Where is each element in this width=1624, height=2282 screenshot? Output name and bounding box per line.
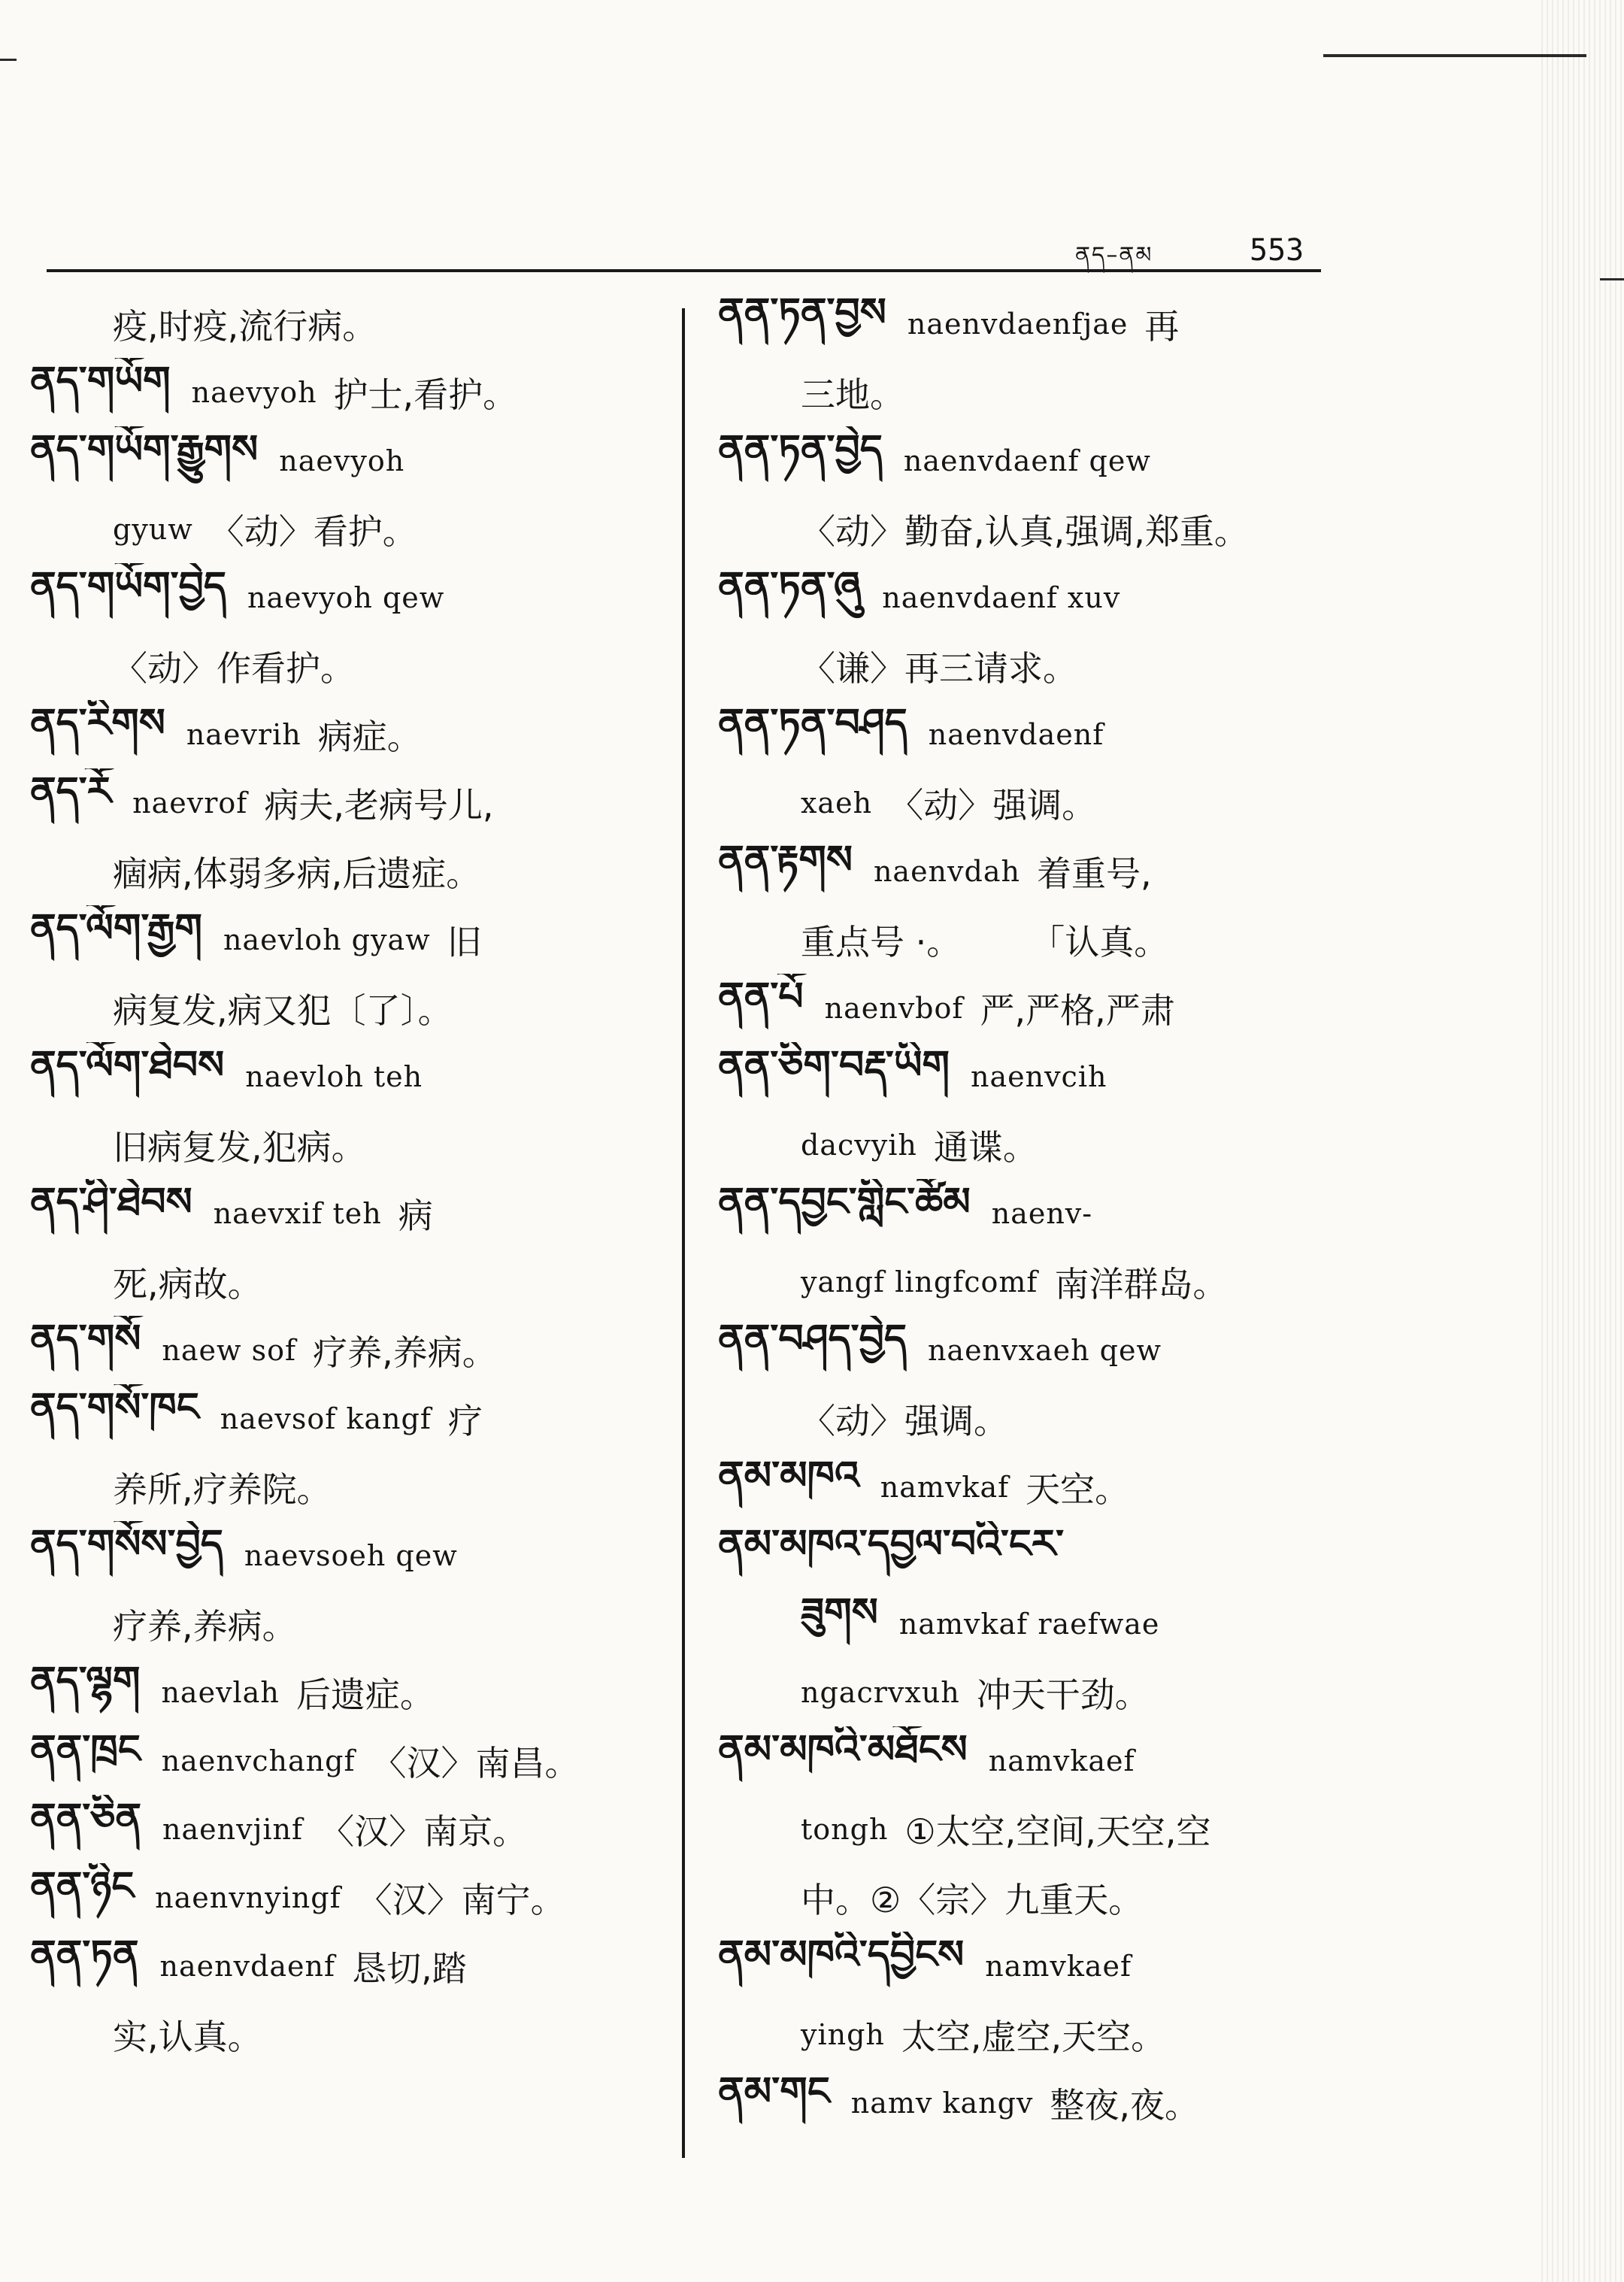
- tibetan-headword: ནན་ཏན: [30, 1932, 139, 1977]
- entry-line: [718, 1453, 1350, 1521]
- chinese-gloss: 三地。: [801, 374, 904, 415]
- chinese-gloss: 〈汉〉南昌。: [371, 1742, 580, 1783]
- entry-line: [718, 905, 1350, 974]
- romanization: yingh: [801, 2017, 885, 2051]
- entry-line: [30, 289, 669, 358]
- romanization: naenvnyingf: [155, 1880, 341, 1914]
- tibetan-headword: ནམ་མཁའི་དབྱིངས: [718, 1932, 965, 1977]
- entry-line: [718, 1795, 1350, 1863]
- tibetan-headword: ནན་ཅིག་བརྡ་ཡིག: [718, 1042, 950, 1088]
- entry-line: [718, 1111, 1350, 1179]
- entry-line: [718, 1521, 1350, 1590]
- entry-line: [30, 974, 669, 1042]
- chinese-gloss: 〈动〉勤奋,认真,强调,郑重。: [801, 511, 1249, 552]
- romanization: naevsoeh qew: [244, 1538, 458, 1572]
- entry-line: [30, 1316, 669, 1384]
- chinese-gloss: 病复发,病又犯〔了〕。: [113, 989, 453, 1031]
- tibetan-headword: ནན་རྟགས: [718, 837, 853, 883]
- chinese-gloss: 病症。: [317, 716, 422, 757]
- romanization: gyuw: [113, 512, 193, 546]
- entry-line: [718, 495, 1350, 563]
- left-column: [30, 289, 669, 2068]
- entry-line: [718, 632, 1350, 700]
- romanization: naenvjinf: [162, 1812, 304, 1846]
- chinese-gloss: 疗养,养病。: [313, 1332, 497, 1373]
- tibetan-headword: ནན་ཁྲང: [30, 1726, 141, 1772]
- entry-line: [718, 2000, 1350, 2068]
- entry-line: [30, 632, 669, 700]
- romanization: naevyoh: [279, 444, 405, 477]
- column-divider: [682, 308, 685, 2158]
- romanization: naenvbof: [824, 991, 964, 1025]
- chinese-gloss: 死,病故。: [113, 1263, 262, 1305]
- chinese-gloss: ①太空,空间,天空,空: [904, 1811, 1211, 1852]
- tibetan-headword: ནད་གསོ་ཁང: [30, 1384, 199, 1430]
- romanization: naenvdaenf qew: [903, 444, 1151, 477]
- chinese-gloss: 痼病,体弱多病,后遗症。: [113, 853, 481, 894]
- entry-line: [718, 1863, 1350, 1932]
- chinese-gloss: 太空,虚空,天空。: [901, 2016, 1166, 2057]
- romanization: dacvyih: [801, 1128, 917, 1162]
- romanization: naenv-: [991, 1196, 1093, 1230]
- romanization: yangf lingfcomf: [801, 1265, 1038, 1299]
- romanization: namv kangv: [850, 2086, 1034, 2120]
- romanization: tongh: [801, 1812, 889, 1846]
- tibetan-headword: ནད་གཡོག: [30, 358, 171, 404]
- entry-line: [30, 1521, 669, 1590]
- chinese-gloss: 旧病复发,犯病。: [113, 1126, 366, 1168]
- romanization: naevyoh: [191, 375, 317, 409]
- entry-line: [718, 289, 1350, 358]
- romanization: naevsof kangf: [220, 1402, 432, 1435]
- tibetan-headword: ནད་གསོས་བྱེད: [30, 1521, 223, 1567]
- entry-line: [718, 837, 1350, 905]
- chinese-gloss: 疗: [447, 1400, 483, 1441]
- entry-line: [30, 1453, 669, 1521]
- romanization: xaeh: [801, 786, 873, 820]
- romanization: naevyoh qew: [247, 580, 445, 614]
- entry-line: [30, 905, 669, 974]
- tibetan-headword: ཟུགས: [801, 1590, 878, 1635]
- chinese-gloss: 通谍。: [933, 1126, 1038, 1168]
- romanization: naenvchangf: [161, 1744, 356, 1777]
- entry-line: [718, 563, 1350, 632]
- entry-line: [718, 1658, 1350, 1726]
- tibetan-headword: ནད་ཤི་ཐེབས: [30, 1179, 192, 1225]
- romanization: naenvdaenf xuv: [882, 580, 1121, 614]
- tibetan-headword: ནད་གསོ: [30, 1316, 141, 1362]
- romanization: naevlah: [161, 1675, 280, 1709]
- chinese-gloss: 养所,疗养院。: [113, 1468, 332, 1510]
- scan-edge-mark: [0, 59, 17, 61]
- tibetan-headword: ནམ་མཁའ་དབྱལ་བའི་ངར་: [718, 1521, 1065, 1567]
- tibetan-headword: ནན་ཅིན: [30, 1795, 142, 1841]
- tibetan-headword: ནམ་མཁའི་མཐོངས: [718, 1726, 968, 1772]
- tibetan-headword: ནད་ལོག་རྒྱག: [30, 905, 203, 951]
- entry-line: [718, 1384, 1350, 1453]
- romanization: namvkaf raefwae: [898, 1607, 1160, 1641]
- chinese-gloss: 恳切,踏: [352, 1947, 467, 1989]
- entry-line: [30, 563, 669, 632]
- chinese-gloss: 疫,时疫,流行病。: [113, 305, 377, 347]
- entry-line: [718, 974, 1350, 1042]
- romanization: namvkaef: [985, 1949, 1132, 1983]
- chinese-gloss: 〈汉〉南京。: [320, 1811, 528, 1852]
- chinese-gloss: 严,严格,严肃: [980, 989, 1175, 1031]
- entry-line: [718, 1247, 1350, 1316]
- tibetan-headword: ནན་ཏན་བྱས: [718, 289, 886, 335]
- chinese-gloss: 疗养,养病。: [113, 1605, 297, 1647]
- tibetan-headword: ནན་བཤད་བྱེད: [718, 1316, 907, 1362]
- chinese-gloss: 天空。: [1026, 1468, 1130, 1510]
- entry-line: [718, 426, 1350, 495]
- entry-line: [718, 1316, 1350, 1384]
- romanization: naenvdaenf: [928, 717, 1104, 751]
- entry-line: [718, 358, 1350, 426]
- chinese-gloss: 重点号 ·。 「认真。: [801, 921, 1169, 962]
- entry-line: [718, 1590, 1350, 1658]
- entry-line: [30, 768, 669, 837]
- romanization: namvkaf: [880, 1470, 1010, 1504]
- entry-line: [30, 700, 669, 768]
- chinese-gloss: 〈汉〉南宁。: [357, 1879, 565, 1920]
- tibetan-headword: ནད་གཡོག་བྱེད: [30, 563, 226, 609]
- chinese-gloss: 南洋群岛。: [1054, 1263, 1228, 1305]
- entry-line: [718, 2068, 1350, 2137]
- romanization: naenvxaeh qew: [927, 1333, 1162, 1367]
- romanization: ngacrvxuh: [801, 1675, 960, 1709]
- entry-line: [30, 1932, 669, 2000]
- entry-line: [718, 700, 1350, 768]
- chinese-gloss: 〈动〉看护。: [209, 511, 417, 552]
- page-number: 553: [1250, 233, 1304, 268]
- tibetan-headword: ནན་ཏན་བཤད: [718, 700, 907, 746]
- chinese-gloss: 冲天干劲。: [976, 1674, 1150, 1715]
- tibetan-headword: ནན་པོ: [718, 974, 804, 1020]
- chinese-gloss: 〈动〉强调。: [889, 784, 1097, 826]
- entry-line: [30, 426, 669, 495]
- entry-line: [30, 495, 669, 563]
- entry-line: [718, 768, 1350, 837]
- romanization: naevloh gyaw: [223, 923, 431, 956]
- entry-line: [718, 1042, 1350, 1111]
- header-rule: [47, 269, 1321, 272]
- chinese-gloss: 〈动〉强调。: [801, 1400, 1008, 1441]
- tibetan-headword: ནམ་གང: [718, 2068, 830, 2114]
- tibetan-headword: ནད་གཡོག་རྒྱུགས: [30, 426, 259, 472]
- entry-line: [718, 1932, 1350, 2000]
- entry-line: [30, 1042, 669, 1111]
- entry-line: [30, 1384, 669, 1453]
- tibetan-headword: ནད་རིགས: [30, 700, 165, 746]
- entry-line: [30, 1179, 669, 1247]
- entry-line: [30, 837, 669, 905]
- entry-line: [30, 1795, 669, 1863]
- tibetan-headword: ནད་ལོག་ཐེབས: [30, 1042, 225, 1088]
- romanization: naevxif teh: [213, 1196, 382, 1230]
- romanization: naevrih: [186, 717, 301, 751]
- chinese-gloss: 后遗症。: [295, 1674, 435, 1715]
- running-head: ནད–ནམ: [1075, 242, 1153, 268]
- tibetan-headword: ནད་རོ: [30, 768, 112, 814]
- entry-line: [718, 1179, 1350, 1247]
- romanization: namvkaef: [988, 1744, 1135, 1777]
- entry-line: [30, 1247, 669, 1316]
- chinese-gloss: 再: [1144, 305, 1180, 347]
- right-column: [718, 289, 1350, 2137]
- tibetan-headword: ནན་ཉིང: [30, 1863, 135, 1909]
- romanization: naenvcih: [971, 1059, 1107, 1093]
- chinese-gloss: 病: [398, 1195, 433, 1236]
- romanization: naevrof: [132, 786, 248, 820]
- tibetan-headword: ནན་ཏན་ཞུ: [718, 563, 862, 609]
- entry-line: [30, 1726, 669, 1795]
- entry-line: [30, 1111, 669, 1179]
- chinese-gloss: 病夫,老病号儿,: [264, 784, 494, 826]
- romanization: naew sof: [162, 1333, 297, 1367]
- entry-line: [30, 2000, 669, 2068]
- romanization: naenvdaenfjae: [907, 307, 1129, 341]
- chinese-gloss: 整夜,夜。: [1050, 2084, 1200, 2126]
- entry-line: [30, 358, 669, 426]
- entry-line: [718, 1726, 1350, 1795]
- chinese-gloss: 〈动〉作看护。: [113, 647, 355, 689]
- tibetan-headword: ནམ་མཁའ: [718, 1453, 859, 1499]
- chinese-gloss: 实,认真。: [113, 2016, 262, 2057]
- scan-speckle-edge: [1541, 0, 1624, 2282]
- tibetan-headword: ནན་དབྱང་གླིང་ཚོམ: [718, 1179, 971, 1225]
- tibetan-headword: ནན་ཏན་བྱེད: [718, 426, 883, 472]
- chinese-gloss: 着重号,: [1036, 853, 1152, 894]
- chinese-gloss: 旧: [447, 921, 482, 962]
- romanization: naenvdaenf: [159, 1949, 336, 1983]
- chinese-gloss: 〈谦〉再三请求。: [801, 647, 1077, 689]
- chinese-gloss: 护士,看护。: [333, 374, 518, 415]
- chinese-gloss: 中。②〈宗〉九重天。: [801, 1879, 1144, 1920]
- tibetan-headword: ནད་ལྷག: [30, 1658, 141, 1704]
- entry-line: [30, 1590, 669, 1658]
- entry-line: [30, 1863, 669, 1932]
- romanization: naevloh teh: [245, 1059, 423, 1093]
- romanization: naenvdah: [873, 854, 1020, 888]
- entry-line: [30, 1658, 669, 1726]
